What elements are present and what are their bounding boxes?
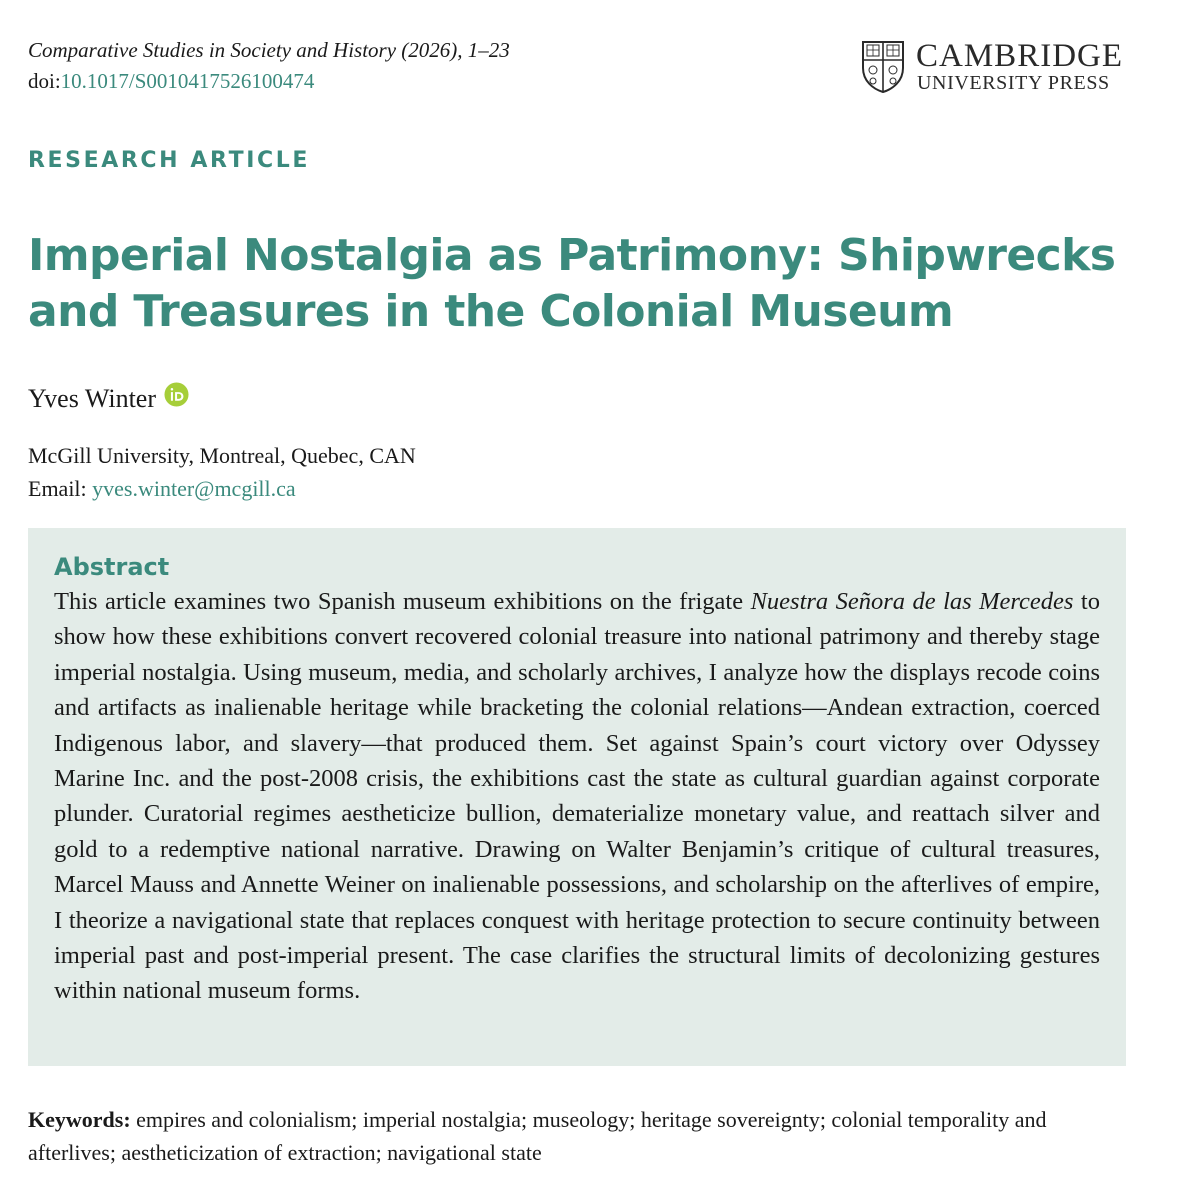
author-name: Yves Winter bbox=[28, 384, 157, 413]
author-line bbox=[28, 383, 189, 415]
article-title: Imperial Nostalgia as Patrimony: Shipwrecks and Treasures in the Colonial Museum bbox=[28, 230, 1116, 337]
journal-citation: Comparative Studies in Society and History (2026), 1–23 bbox=[28, 38, 510, 62]
abstract-text-part2: to show how these exhibitions convert recovered colonial treasure into national patrimony and thereby stage imperial nostalgia. Using museum, media, and scholarly archives, I analyze how the displays recode coins and artifacts as inalienable heritage while bracketing the colonial relations—Andean extraction, coerced Indigenous labor, and slavery—that produced them. Set against Spain’s court victory over Odyssey Marine Inc. and the post-2008 crisis, the exhibitions cast the state as cultural guardian against corporate plunder. Curatorial regimes aestheticize bullion, dematerialize monetary value, and reattach silver and gold to a redemptive national narrative. Drawing on Walter Benjamin’s critique of cultural treasures, Marcel Mauss and Annette Weiner on inalienable possessions, and scholarship on the afterlives of empire, I theorize a navigational state that replaces conquest with heritage protection to secure continuity between imperial past and post-imperial present. The case clarifies the structural limits of decolonizing gestures within national museum forms. bbox=[54, 588, 1100, 1005]
doi-line bbox=[28, 67, 314, 95]
author-affiliation: McGill University, Montreal, Quebec, CAN bbox=[28, 443, 416, 468]
orcid-icon[interactable] bbox=[164, 382, 189, 407]
publisher-name-line1: CAMBRIDGE bbox=[916, 38, 1124, 74]
email-label: Email: bbox=[28, 476, 87, 501]
author-email-line bbox=[28, 474, 296, 504]
abstract-text-part1: This article examines two Spanish museum exhibitions on the frigate bbox=[54, 588, 751, 615]
abstract-text bbox=[54, 584, 1100, 1009]
article-type: RESEARCH ARTICLE bbox=[28, 148, 310, 173]
keywords-text: empires and colonialism; imperial nostalgia; museology; heritage sovereignty; colonial temporality and afterlives; aestheticization of extraction; navigational state bbox=[28, 1107, 1047, 1165]
email-link[interactable]: yves.winter@mcgill.ca bbox=[92, 476, 296, 501]
abstract-box bbox=[28, 528, 1126, 1066]
abstract-heading: Abstract bbox=[54, 553, 170, 581]
publisher-logo bbox=[860, 40, 1130, 96]
doi-link[interactable]: 10.1017/S0010417526100474 bbox=[60, 69, 315, 93]
publisher-name-line2: UNIVERSITY PRESS bbox=[917, 72, 1110, 94]
doi-prefix: doi: bbox=[28, 69, 61, 93]
keywords-label: Keywords: bbox=[28, 1107, 131, 1132]
ship-name: Nuestra Señora de las Mercedes bbox=[750, 588, 1074, 615]
crest-shield-icon bbox=[860, 40, 906, 94]
keywords bbox=[28, 1103, 1138, 1169]
